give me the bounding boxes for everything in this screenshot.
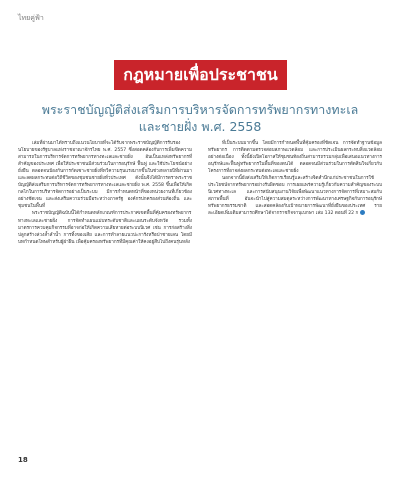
- page-number: 18: [18, 456, 28, 464]
- subtitle: [20, 101, 380, 135]
- paragraph: เล่มที่ผ่านมาได้ทราบถึงแนวนโยบายที่จะได้รับจากพระราชบัญญัติการรับรองนโยบายของรัฐบาลแห่งราชอาณาจักรไทย พ.ศ. 2557 ซึ่งสอดคล้องกับการเพิ่มขีดความสามารถในการบริหารจัดการทรัพยากรทางทะเลและชายฝั่ง อันเป็นแหล่งทรัพยากรที่สำคัญของประเทศ เพื่อให้ประชาชนมีส่วนร่วมในการอนุรักษ์ ฟื้นฟู และใช้ประโยชน์อย่างยั่งยืน ตลอดจนป้องกันการกัดเซาะชายฝั่งที่ทวีความรุนแรงมากขึ้นในช่วงหลายปีที่ผ่านมา และลดผลกระทบต่อวิถีชีวิตของชุมชนชายฝั่งทั่วประเทศ ดังนั้นจึงได้มีการตราพระราชบัญญัติส่งเสริมการบริหารจัดการทรัพยากรทางทะเลและชายฝั่ง พ.ศ. 2558 ขึ้นเพื่อให้เกิดกลไกในการบริหารจัดการอย่างเป็นระบบ มีการกำหนดหน้าที่ของหน่วยงานที่เกี่ยวข้องอย่างชัดเจน และส่งเสริมความร่วมมือระหว่างภาครัฐ องค์กรปกครองส่วนท้องถิ่น และชุมชนในพื้นที่: [18, 141, 192, 210]
- title-banner: [114, 60, 287, 90]
- paragraph: พระราชบัญญัติฉบับนี้ได้กำหนดหลักเกณฑ์การประกาศเขตพื้นที่คุ้มครองทรัพยากรทางทะเลและชายฝั่ง การจัดทำแผนแม่บทระดับชาติและแผนระดับจังหวัด รวมทั้งมาตรการควบคุมกิจกรรมที่อาจก่อให้เกิดความเสียหายต่อระบบนิเวศ เช่น การก่อสร้างสิ่งปลูกสร้างล่วงล้ำลำน้ำ การทิ้งของเสีย และการทำลายแนวปะการังหรือป่าชายเลน โดยมีบทกำหนดโทษสำหรับผู้ฝ่าฝืน เพื่อคุ้มครองทรัพยากรที่มีคุณค่าให้คงอยู่สืบไปถึงคนรุ่นหลัง: [18, 211, 192, 245]
- paragraph-text: นอกจากนี้ยังส่งเสริมให้เกิดการเรียนรู้และสร้างจิตสำนึกแก่ประชาชนในการใช้ประโยชน์จากทรัพยากรอย่างรับผิดชอบ การเผยแพร่ความรู้เกี่ยวกับความสำคัญของระบบนิเวศทางทะเล และการสนับสนุนงานวิจัยเพื่อพัฒนาแนวทางการจัดการที่เหมาะสมกับสภาพพื้นที่ อันจะนำไปสู่ความสมดุลระหว่างการพัฒนาทางเศรษฐกิจกับการอนุรักษ์ทรัพยากรธรรมชาติ และสอดคล้องกับเป้าหมายการพัฒนาที่ยั่งยืนของประเทศ รายละเอียดเพิ่มเติมสามารถศึกษาได้จากราชกิจจานุเบกษา เล่ม 132 ตอนที่ 22 ก: [208, 176, 382, 217]
- left-column: [18, 140, 192, 246]
- section-label: ไทยคู่ฟ้า: [18, 14, 44, 22]
- paragraph: ที่เป็นระบบมากขึ้น โดยมีการกำหนดพื้นที่คุ้มครองที่ชัดเจน การจัดทำฐานข้อมูลทรัพยากร การติดตามตรวจสอบสภาพแวดล้อม และการประเมินผลกระทบสิ่งแวดล้อมอย่างต่อเนื่อง ทั้งนี้ยังเปิดโอกาสให้ชุมชนท้องถิ่นสามารถรวมกลุ่มเพื่อเสนอแนวทางการอนุรักษ์และฟื้นฟูทรัพยากรในพื้นที่ของตนได้ ตลอดจนมีส่วนร่วมในการตัดสินใจเกี่ยวกับโครงการที่อาจส่งผลกระทบต่อทะเลและชายฝั่ง: [208, 141, 382, 175]
- paragraph: [208, 175, 382, 217]
- subtitle-line-1: พระราชบัญญัติส่งเสริมการบริหารจัดการทรัพยากรทางทะเล: [41, 102, 359, 117]
- subtitle-line-2: และชายฝั่ง พ.ศ. 2558: [138, 119, 262, 134]
- page-title: กฎหมายเพื่อประชาชน: [123, 64, 278, 84]
- article-body: [18, 140, 382, 470]
- end-mark-icon: [360, 210, 365, 215]
- right-column: [208, 140, 382, 218]
